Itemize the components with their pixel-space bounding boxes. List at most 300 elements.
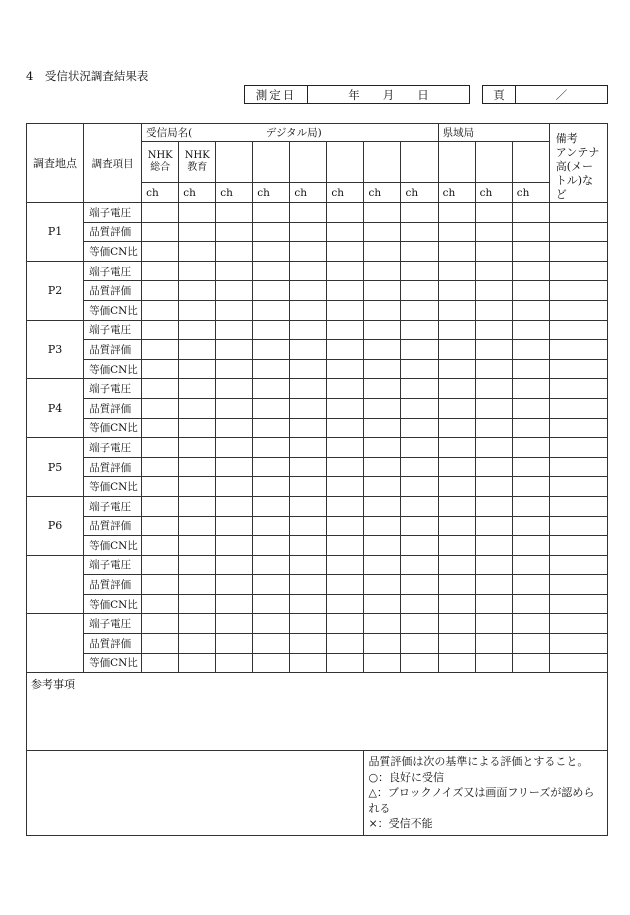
value-cell[interactable] (142, 340, 179, 360)
value-cell[interactable] (327, 653, 364, 673)
value-cell[interactable] (512, 359, 549, 379)
value-cell[interactable] (512, 242, 549, 262)
value-cell[interactable] (216, 496, 253, 516)
value-cell[interactable] (179, 281, 216, 301)
value-cell[interactable] (364, 653, 401, 673)
value-cell[interactable] (179, 516, 216, 536)
value-cell[interactable] (142, 320, 179, 340)
value-cell[interactable] (438, 614, 475, 634)
value-cell[interactable] (253, 300, 290, 320)
value-cell[interactable] (327, 496, 364, 516)
channel-cell[interactable]: ch (327, 183, 364, 203)
value-cell[interactable] (438, 653, 475, 673)
value-cell[interactable] (290, 594, 327, 614)
remarks-cell[interactable] (549, 594, 607, 614)
value-cell[interactable] (438, 634, 475, 654)
value-cell[interactable] (475, 555, 512, 575)
value-cell[interactable] (364, 614, 401, 634)
value-cell[interactable] (179, 203, 216, 223)
value-cell[interactable] (475, 575, 512, 595)
value-cell[interactable] (253, 261, 290, 281)
value-cell[interactable] (401, 496, 438, 516)
value-cell[interactable] (253, 457, 290, 477)
value-cell[interactable] (512, 634, 549, 654)
value-cell[interactable] (179, 653, 216, 673)
remarks-cell[interactable] (549, 477, 607, 497)
value-cell[interactable] (512, 516, 549, 536)
value-cell[interactable] (475, 242, 512, 262)
value-cell[interactable] (512, 418, 549, 438)
value-cell[interactable] (364, 457, 401, 477)
value-cell[interactable] (142, 634, 179, 654)
value-cell[interactable] (512, 222, 549, 242)
value-cell[interactable] (401, 340, 438, 360)
value-cell[interactable] (438, 359, 475, 379)
value-cell[interactable] (512, 477, 549, 497)
value-cell[interactable] (142, 594, 179, 614)
value-cell[interactable] (438, 594, 475, 614)
value-cell[interactable] (290, 555, 327, 575)
value-cell[interactable] (364, 281, 401, 301)
value-cell[interactable] (327, 379, 364, 399)
value-cell[interactable] (216, 555, 253, 575)
value-cell[interactable] (179, 438, 216, 458)
value-cell[interactable] (142, 398, 179, 418)
header-station-blank[interactable] (475, 142, 512, 183)
remarks-cell[interactable] (549, 653, 607, 673)
value-cell[interactable] (179, 320, 216, 340)
value-cell[interactable] (438, 222, 475, 242)
value-cell[interactable] (327, 594, 364, 614)
value-cell[interactable] (438, 242, 475, 262)
value-cell[interactable] (216, 340, 253, 360)
header-station-blank[interactable] (438, 142, 475, 183)
value-cell[interactable] (290, 477, 327, 497)
value-cell[interactable] (253, 320, 290, 340)
value-cell[interactable] (438, 418, 475, 438)
value-cell[interactable] (475, 359, 512, 379)
value-cell[interactable] (327, 242, 364, 262)
value-cell[interactable] (438, 477, 475, 497)
value-cell[interactable] (475, 281, 512, 301)
value-cell[interactable] (216, 634, 253, 654)
remarks-cell[interactable] (549, 496, 607, 516)
value-cell[interactable] (253, 653, 290, 673)
reference-notes[interactable]: 参考事項 (27, 673, 608, 751)
measurement-date-value[interactable]: 年 月 日 (348, 87, 429, 102)
value-cell[interactable] (179, 398, 216, 418)
remarks-cell[interactable] (549, 222, 607, 242)
value-cell[interactable] (142, 516, 179, 536)
value-cell[interactable] (401, 516, 438, 536)
value-cell[interactable] (179, 300, 216, 320)
value-cell[interactable] (253, 438, 290, 458)
value-cell[interactable] (438, 398, 475, 418)
value-cell[interactable] (327, 634, 364, 654)
remarks-cell[interactable] (549, 379, 607, 399)
value-cell[interactable] (512, 536, 549, 556)
remarks-cell[interactable] (549, 300, 607, 320)
value-cell[interactable] (290, 438, 327, 458)
value-cell[interactable] (438, 457, 475, 477)
value-cell[interactable] (327, 614, 364, 634)
value-cell[interactable] (512, 653, 549, 673)
value-cell[interactable] (401, 398, 438, 418)
channel-cell[interactable]: ch (364, 183, 401, 203)
value-cell[interactable] (142, 653, 179, 673)
value-cell[interactable] (438, 379, 475, 399)
value-cell[interactable] (179, 594, 216, 614)
remarks-cell[interactable] (549, 555, 607, 575)
value-cell[interactable] (364, 575, 401, 595)
remarks-cell[interactable] (549, 203, 607, 223)
channel-cell[interactable]: ch (142, 183, 179, 203)
value-cell[interactable] (179, 536, 216, 556)
value-cell[interactable] (179, 496, 216, 516)
remarks-cell[interactable] (549, 536, 607, 556)
value-cell[interactable] (216, 379, 253, 399)
value-cell[interactable] (512, 496, 549, 516)
channel-cell[interactable]: ch (475, 183, 512, 203)
value-cell[interactable] (216, 575, 253, 595)
value-cell[interactable] (475, 634, 512, 654)
value-cell[interactable] (142, 477, 179, 497)
value-cell[interactable] (475, 340, 512, 360)
value-cell[interactable] (142, 242, 179, 262)
value-cell[interactable] (290, 359, 327, 379)
value-cell[interactable] (253, 516, 290, 536)
value-cell[interactable] (142, 496, 179, 516)
header-station-blank[interactable] (290, 142, 327, 183)
value-cell[interactable] (179, 418, 216, 438)
value-cell[interactable] (401, 555, 438, 575)
remarks-cell[interactable] (549, 320, 607, 340)
value-cell[interactable] (401, 261, 438, 281)
value-cell[interactable] (364, 300, 401, 320)
value-cell[interactable] (290, 496, 327, 516)
value-cell[interactable] (438, 555, 475, 575)
value-cell[interactable] (253, 379, 290, 399)
value-cell[interactable] (475, 594, 512, 614)
value-cell[interactable] (327, 281, 364, 301)
value-cell[interactable] (512, 575, 549, 595)
value-cell[interactable] (142, 536, 179, 556)
value-cell[interactable] (253, 614, 290, 634)
value-cell[interactable] (327, 477, 364, 497)
value-cell[interactable] (216, 438, 253, 458)
value-cell[interactable] (475, 438, 512, 458)
value-cell[interactable] (512, 379, 549, 399)
blank-area[interactable] (27, 751, 364, 836)
value-cell[interactable] (290, 575, 327, 595)
header-station-blank[interactable] (216, 142, 253, 183)
value-cell[interactable] (327, 418, 364, 438)
value-cell[interactable] (179, 379, 216, 399)
value-cell[interactable] (179, 242, 216, 262)
value-cell[interactable] (216, 242, 253, 262)
value-cell[interactable] (475, 516, 512, 536)
value-cell[interactable] (512, 594, 549, 614)
value-cell[interactable] (253, 496, 290, 516)
value-cell[interactable] (364, 222, 401, 242)
value-cell[interactable] (364, 594, 401, 614)
value-cell[interactable] (438, 575, 475, 595)
value-cell[interactable] (475, 261, 512, 281)
value-cell[interactable] (327, 359, 364, 379)
value-cell[interactable] (475, 418, 512, 438)
value-cell[interactable] (401, 320, 438, 340)
value-cell[interactable] (216, 320, 253, 340)
value-cell[interactable] (216, 281, 253, 301)
value-cell[interactable] (179, 634, 216, 654)
value-cell[interactable] (475, 653, 512, 673)
value-cell[interactable] (179, 261, 216, 281)
value-cell[interactable] (364, 555, 401, 575)
value-cell[interactable] (253, 281, 290, 301)
value-cell[interactable] (290, 203, 327, 223)
value-cell[interactable] (364, 477, 401, 497)
value-cell[interactable] (364, 398, 401, 418)
value-cell[interactable] (290, 536, 327, 556)
value-cell[interactable] (364, 438, 401, 458)
header-station-blank[interactable] (512, 142, 549, 183)
value-cell[interactable] (142, 614, 179, 634)
value-cell[interactable] (438, 203, 475, 223)
value-cell[interactable] (364, 536, 401, 556)
remarks-cell[interactable] (549, 242, 607, 262)
remarks-cell[interactable] (549, 398, 607, 418)
value-cell[interactable] (216, 300, 253, 320)
remarks-cell[interactable] (549, 340, 607, 360)
value-cell[interactable] (438, 261, 475, 281)
value-cell[interactable] (327, 438, 364, 458)
value-cell[interactable] (475, 398, 512, 418)
value-cell[interactable] (438, 281, 475, 301)
channel-cell[interactable]: ch (179, 183, 216, 203)
value-cell[interactable] (290, 634, 327, 654)
page-value[interactable]: ／ (555, 87, 568, 102)
value-cell[interactable] (290, 418, 327, 438)
value-cell[interactable] (512, 438, 549, 458)
value-cell[interactable] (401, 634, 438, 654)
value-cell[interactable] (327, 300, 364, 320)
value-cell[interactable] (179, 457, 216, 477)
value-cell[interactable] (401, 614, 438, 634)
value-cell[interactable] (512, 261, 549, 281)
value-cell[interactable] (475, 614, 512, 634)
value-cell[interactable] (438, 340, 475, 360)
value-cell[interactable] (290, 242, 327, 262)
value-cell[interactable] (253, 359, 290, 379)
value-cell[interactable] (142, 203, 179, 223)
value-cell[interactable] (438, 536, 475, 556)
value-cell[interactable] (142, 261, 179, 281)
value-cell[interactable] (216, 418, 253, 438)
channel-cell[interactable]: ch (438, 183, 475, 203)
value-cell[interactable] (142, 457, 179, 477)
value-cell[interactable] (290, 398, 327, 418)
value-cell[interactable] (142, 379, 179, 399)
channel-cell[interactable]: ch (512, 183, 549, 203)
value-cell[interactable] (142, 438, 179, 458)
value-cell[interactable] (253, 398, 290, 418)
remarks-cell[interactable] (549, 261, 607, 281)
value-cell[interactable] (216, 457, 253, 477)
value-cell[interactable] (253, 536, 290, 556)
value-cell[interactable] (290, 300, 327, 320)
value-cell[interactable] (216, 594, 253, 614)
value-cell[interactable] (438, 438, 475, 458)
value-cell[interactable] (290, 320, 327, 340)
value-cell[interactable] (179, 477, 216, 497)
value-cell[interactable] (512, 320, 549, 340)
remarks-cell[interactable] (549, 418, 607, 438)
remarks-cell[interactable] (549, 634, 607, 654)
value-cell[interactable] (216, 222, 253, 242)
value-cell[interactable] (512, 300, 549, 320)
value-cell[interactable] (475, 457, 512, 477)
value-cell[interactable] (179, 575, 216, 595)
value-cell[interactable] (401, 281, 438, 301)
value-cell[interactable] (401, 222, 438, 242)
value-cell[interactable] (253, 418, 290, 438)
value-cell[interactable] (401, 477, 438, 497)
value-cell[interactable] (253, 634, 290, 654)
header-station-blank[interactable] (327, 142, 364, 183)
value-cell[interactable] (512, 398, 549, 418)
remarks-cell[interactable] (549, 457, 607, 477)
value-cell[interactable] (142, 418, 179, 438)
value-cell[interactable] (253, 242, 290, 262)
value-cell[interactable] (364, 242, 401, 262)
value-cell[interactable] (216, 359, 253, 379)
value-cell[interactable] (142, 222, 179, 242)
value-cell[interactable] (216, 261, 253, 281)
remarks-cell[interactable] (549, 438, 607, 458)
value-cell[interactable] (401, 300, 438, 320)
value-cell[interactable] (401, 418, 438, 438)
remarks-cell[interactable] (549, 359, 607, 379)
channel-cell[interactable]: ch (253, 183, 290, 203)
value-cell[interactable] (327, 575, 364, 595)
value-cell[interactable] (475, 379, 512, 399)
value-cell[interactable] (438, 496, 475, 516)
value-cell[interactable] (216, 536, 253, 556)
value-cell[interactable] (401, 379, 438, 399)
value-cell[interactable] (327, 320, 364, 340)
value-cell[interactable] (364, 516, 401, 536)
value-cell[interactable] (401, 438, 438, 458)
value-cell[interactable] (253, 555, 290, 575)
value-cell[interactable] (364, 261, 401, 281)
value-cell[interactable] (290, 614, 327, 634)
value-cell[interactable] (401, 536, 438, 556)
value-cell[interactable] (475, 203, 512, 223)
value-cell[interactable] (512, 203, 549, 223)
value-cell[interactable] (364, 379, 401, 399)
value-cell[interactable] (327, 536, 364, 556)
value-cell[interactable] (142, 281, 179, 301)
value-cell[interactable] (142, 555, 179, 575)
value-cell[interactable] (438, 300, 475, 320)
value-cell[interactable] (475, 300, 512, 320)
remarks-cell[interactable] (549, 516, 607, 536)
value-cell[interactable] (475, 477, 512, 497)
value-cell[interactable] (179, 222, 216, 242)
header-station-blank[interactable] (253, 142, 290, 183)
value-cell[interactable] (401, 457, 438, 477)
value-cell[interactable] (179, 340, 216, 360)
value-cell[interactable] (142, 575, 179, 595)
value-cell[interactable] (290, 222, 327, 242)
value-cell[interactable] (253, 594, 290, 614)
value-cell[interactable] (401, 653, 438, 673)
value-cell[interactable] (475, 536, 512, 556)
value-cell[interactable] (512, 555, 549, 575)
value-cell[interactable] (290, 457, 327, 477)
value-cell[interactable] (512, 614, 549, 634)
value-cell[interactable] (216, 398, 253, 418)
value-cell[interactable] (327, 261, 364, 281)
value-cell[interactable] (512, 340, 549, 360)
value-cell[interactable] (364, 634, 401, 654)
header-station-blank[interactable] (401, 142, 438, 183)
value-cell[interactable] (179, 359, 216, 379)
value-cell[interactable] (142, 359, 179, 379)
value-cell[interactable] (253, 477, 290, 497)
value-cell[interactable] (401, 594, 438, 614)
value-cell[interactable] (290, 516, 327, 536)
remarks-cell[interactable] (549, 575, 607, 595)
channel-cell[interactable]: ch (401, 183, 438, 203)
value-cell[interactable] (290, 379, 327, 399)
value-cell[interactable] (290, 281, 327, 301)
value-cell[interactable] (327, 222, 364, 242)
value-cell[interactable] (364, 496, 401, 516)
value-cell[interactable] (364, 320, 401, 340)
value-cell[interactable] (142, 300, 179, 320)
value-cell[interactable] (253, 575, 290, 595)
value-cell[interactable] (475, 496, 512, 516)
value-cell[interactable] (290, 340, 327, 360)
value-cell[interactable] (253, 222, 290, 242)
channel-cell[interactable]: ch (290, 183, 327, 203)
value-cell[interactable] (475, 320, 512, 340)
value-cell[interactable] (475, 222, 512, 242)
value-cell[interactable] (216, 203, 253, 223)
value-cell[interactable] (216, 516, 253, 536)
value-cell[interactable] (401, 242, 438, 262)
value-cell[interactable] (327, 203, 364, 223)
value-cell[interactable] (364, 203, 401, 223)
value-cell[interactable] (327, 340, 364, 360)
value-cell[interactable] (216, 477, 253, 497)
value-cell[interactable] (327, 398, 364, 418)
value-cell[interactable] (438, 320, 475, 340)
value-cell[interactable] (512, 281, 549, 301)
value-cell[interactable] (327, 457, 364, 477)
value-cell[interactable] (290, 261, 327, 281)
value-cell[interactable] (401, 575, 438, 595)
header-station-blank[interactable] (364, 142, 401, 183)
value-cell[interactable] (327, 516, 364, 536)
value-cell[interactable] (401, 359, 438, 379)
value-cell[interactable] (253, 340, 290, 360)
value-cell[interactable] (179, 555, 216, 575)
value-cell[interactable] (290, 653, 327, 673)
remarks-cell[interactable] (549, 614, 607, 634)
value-cell[interactable] (438, 516, 475, 536)
